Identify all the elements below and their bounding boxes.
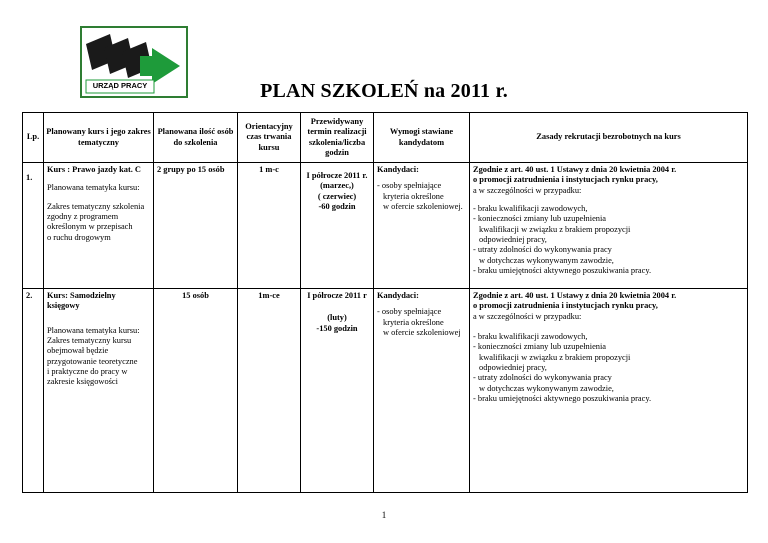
row-2-zasady: Zgodnie z art. 40 ust. 1 Ustawy z dnia 20 kwietnia 2004 r. o promocji zatrudnienia i instytucjach rynku pracy, a w szczególności w przypadku: - braku kwalifikacji zawodowych, - konieczności zmiany lub uzupełnienia kwalifikacji w związku z brakiem propozycji odpowiedniej pracy, - utraty zdolności do wykonywania pracy w dotychczas wykonywanym zawodzie, - braku umiejętności aktywnego poszukiwania pracy. <box>470 289 748 493</box>
training-plan-table <box>22 112 748 493</box>
header-czas: Orientacyjny czas trwania kursu <box>238 113 301 163</box>
row-2-ilosc: 15 osób <box>154 289 238 493</box>
table-row <box>23 289 748 493</box>
header-termin: Przewidywany termin realizacji szkolenia/liczba godzin <box>301 113 374 163</box>
row-1-kurs-sub: Planowana tematyka kursu: <box>47 183 140 193</box>
row-2-kurs <box>44 289 154 493</box>
row-2-kurs-line: Zakres tematyczny kursu <box>47 336 132 346</box>
row-1-lp: 1. <box>23 163 44 289</box>
page-number: 1 <box>381 510 387 520</box>
row-1-kurs-line: Zakres tematyczny szkolenia <box>47 201 145 211</box>
row-2-termin: I półrocze 2011 r (luty) -150 godzin <box>301 289 374 493</box>
row-1-kurs-title: Kurs : Prawo jazdy kat. C <box>47 165 141 175</box>
row-1-termin: I półrocze 2011 r. (marzec,) ( czerwiec) -60 godzin <box>301 163 374 289</box>
header-ilosc: Planowana ilość osób do szkolenia <box>154 113 238 163</box>
table-header-row <box>23 113 748 163</box>
row-1-wymogi: Kandydaci: - osoby spełniające kryteria określone w ofercie szkoleniowej. <box>374 163 470 289</box>
row-2-kurs-line: przygotowanie teoretyczne <box>47 356 138 366</box>
row-1-zasady: Zgodnie z art. 40 ust. 1 Ustawy z dnia 20 kwietnia 2004 r. o promocji zatrudnienia i instytucjach rynku pracy, a w szczególności w przypadku: - braku kwalifikacji zawodowych, - konieczności zmiany lub uzupełnienia kwalifikacji w związku z brakiem propozycji odpowiedniej pracy, - utraty zdolności do wykonywania pracy w dotychczas wykonywanym zawodzie, - braku umiejętności aktywnego poszukiwania pracy. <box>470 163 748 289</box>
row-1-kurs-line: zgodny z programem <box>47 212 119 222</box>
header-zasady: Zasady rekrutacji bezrobotnych na kurs <box>470 113 748 163</box>
row-1-ilosc: 2 grupy po 15 osób <box>154 163 238 289</box>
row-2-lp: 2. <box>23 289 44 493</box>
row-2-wymogi: Kandydaci: - osoby spełniające kryteria określone w ofercie szkoleniowej <box>374 289 470 493</box>
header-kurs: Planowany kurs i jego zakres tematyczny <box>44 113 154 163</box>
page-title: PLAN SZKOLEŃ na 2011 r. <box>260 80 508 102</box>
table-row <box>23 163 748 289</box>
row-1-czas: 1 m-c <box>238 163 301 289</box>
row-1-kurs-line: określonym w przepisach <box>47 222 133 232</box>
row-2-czas: 1m-ce <box>238 289 301 493</box>
header-wymogi: Wymogi stawiane kandydatom <box>374 113 470 163</box>
row-2-kurs-title: księgowy <box>47 301 80 311</box>
row-1-kurs-line: o ruchu drogowym <box>47 232 111 242</box>
row-2-kurs-line: obejmował będzie <box>47 346 109 356</box>
row-2-kurs-sub: Planowana tematyka kursu: <box>47 325 140 335</box>
row-2-kurs-line: zakresie księgowości <box>47 377 118 387</box>
row-2-kurs-line: i praktyczne do pracy w <box>47 366 128 376</box>
row-2-kurs-title: Kurs: Samodzielny <box>47 291 116 301</box>
header-lp: Lp. <box>23 113 44 163</box>
logo-caption: URZĄD PRACY <box>92 81 148 90</box>
row-1-kurs <box>44 163 154 289</box>
